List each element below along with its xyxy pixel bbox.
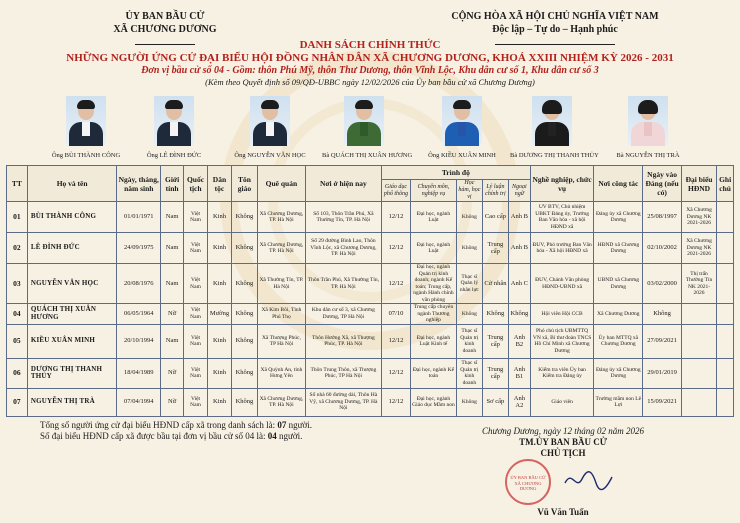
cell-degree: Thạc sĩ Quản trị kinh doanh [456,324,482,358]
cell-professional: Đại học, ngành Luật [411,233,457,264]
cell-professional: Đại học, ngành Luật [411,202,457,233]
cell-hometown: Xã Thường Tín, TP. Hà Nội [257,264,305,304]
cell-occupation: UV BTV, Chủ nhiệm UBKT Đảng ủy, Trưởng Ban Văn hóa - xã hội HĐND xã [530,202,594,233]
portrait-image [250,96,290,146]
cell-hometown: Xã Thượng Phúc, TP Hà Nội [257,324,305,358]
cell-party: 03/02/2000 [643,264,682,304]
cell-note [717,388,734,416]
candidate-photo [510,96,599,160]
cell-nationality: Việt Nam [184,264,208,304]
summary-total-value: 07 [277,420,287,430]
national-motto: Độc lập – Tự do – Hạnh phúc [492,24,618,35]
cell-note [717,202,734,233]
signature-block [448,426,678,459]
cell-delegate [681,388,716,416]
candidate-photo [606,96,690,160]
cell-gender: Nam [161,233,184,264]
summary-elected-value: 04 [267,431,277,441]
cell-party: Không [643,304,682,325]
cell-tt: 03 [7,264,28,304]
cell-party: 02/10/2002 [643,233,682,264]
cell-workplace: Trường mầm non Lê Lợi [594,388,643,416]
cell-ethnicity: Mường [207,304,231,325]
cell-delegate [681,304,716,325]
summary-total-unit: người. [288,420,312,430]
national-title: CỘNG HÒA XÃ HỘI CHỦ NGHĨA VIỆT NAM [451,11,659,22]
cell-professional: Đại học, ngành Giáo dục Mầm non [411,388,457,416]
cell-language: Anh A2 [508,388,530,416]
cell-party: 25/08/1997 [643,202,682,233]
cell-gender: Nữ [161,358,184,388]
candidate-photos [0,96,740,164]
cell-religion: Không [231,324,257,358]
table-row [7,324,734,358]
stamp-text: ỦY BAN BẦU CỬ XÃ CHƯƠNG DƯƠNG [510,475,546,491]
cell-professional: Trung cấp chuyên ngành Thương nghiệp [411,304,457,325]
cell-ethnicity: Kinh [207,264,231,304]
table-row [7,388,734,416]
col-name: Họ và tên [27,166,117,202]
cell-degree: Thạc sĩ Quản trị kinh doanh [456,358,482,388]
cell-name: BÙI THÀNH CÔNG [27,202,117,233]
cell-nationality: Việt Nam [184,324,208,358]
table-row [7,233,734,264]
cell-tt: 06 [7,358,28,388]
cell-residence: Số 103, Thôn Trần Phú, Xã Thường Tín, TP. Hà Nội [305,202,381,233]
cell-professional: Đại học, ngành Kế toán [411,358,457,388]
cell-gender: Nam [161,324,184,358]
col-religion: Tôn giáo [231,166,257,202]
cell-general-edu: 12/12 [381,202,410,233]
summary-elected-line [40,431,312,442]
cell-general-edu: 12/12 [381,388,410,416]
cell-dob: 20/08/1976 [117,264,161,304]
cell-language: Anh B2 [508,324,530,358]
cell-general-edu: 12/12 [381,358,410,388]
candidate-photo [420,96,504,160]
candidate-photo [322,96,413,160]
cell-workplace: Xã Chương Dương [594,304,643,325]
cell-occupation: ĐUV, Phó trưởng Ban Văn hóa - Xã hội HĐND xã [530,233,594,264]
table-row [7,304,734,325]
cell-party: 27/09/2021 [643,324,682,358]
sign-org: TM.ỦY BAN BẦU CỬ [519,437,607,447]
cell-dob: 06/05/1964 [117,304,161,325]
subcol-language: Ngoại ngữ [508,180,530,202]
cell-note [717,264,734,304]
cell-political: Sơ cấp [482,388,508,416]
handwritten-signature [562,467,614,493]
col-education: Trình độ [381,166,530,180]
cell-note [717,324,734,358]
cell-workplace: Đảng ủy xã Chương Dương [594,358,643,388]
portrait-image [344,96,384,146]
col-dob: Ngày, tháng, năm sinh [117,166,161,202]
cell-name: QUÁCH THỊ XUÂN HƯƠNG [27,304,117,325]
cell-delegate: Xã Chương Dương NK 2021-2026 [681,233,716,264]
col-gender: Giới tính [161,166,184,202]
cell-name: NGUYỄN VĂN HỌC [27,264,117,304]
cell-religion: Không [231,202,257,233]
cell-general-edu: 12/12 [381,324,410,358]
cell-dob: 20/10/1994 [117,324,161,358]
photo-caption: Ông KIỀU XUÂN MINH [428,152,496,159]
cell-degree: Không [456,388,482,416]
cell-occupation: Hội viên Hội CCB [530,304,594,325]
cell-delegate [681,358,716,388]
cell-workplace: Đảng ủy xã Chương Dương [594,202,643,233]
sign-date: Chương Dương, ngày 12 tháng 02 năm 2026 [482,426,644,436]
table-row [7,264,734,304]
cell-religion: Không [231,304,257,325]
cell-residence: Thôn Trung Thôn, xã Thượng Phúc, TP Hà Nội [305,358,381,388]
summary-elected-unit: người. [278,431,303,441]
summary-elected-text: Số đại biểu HĐND cấp xã được bầu tại đơn vị bầu cử số 04 là: [40,431,266,441]
cell-hometown: Xã Chương Dương, TP. Hà Nội [257,202,305,233]
cell-ethnicity: Kinh [207,233,231,264]
portrait-image [154,96,194,146]
table-header-row [7,166,734,180]
photo-caption: Bà DƯƠNG THỊ THANH THỦY [510,152,599,159]
subcol-degree: Học hàm, học vị [456,180,482,202]
title-line2: NHỮNG NGƯỜI ỨNG CỬ ĐẠI BIỂU HỘI ĐỒNG NHÂN DÂN XÃ CHƯƠNG DƯƠNG, KHOÁ XXIII NHIỆM KỲ 2026 - 2031 [66,52,674,64]
cell-nationality: Việt Nam [184,304,208,325]
cell-nationality: Việt Nam [184,358,208,388]
col-tt: TT [7,166,28,202]
candidate-photo [44,96,128,160]
photo-caption: Ông BÙI THÀNH CÔNG [51,152,121,159]
signer-name: Vũ Văn Tuấn [537,507,589,517]
table-row [7,358,734,388]
cell-language: Anh B [508,202,530,233]
cell-dob: 07/04/1994 [117,388,161,416]
sign-title: CHỦ TỊCH [540,448,586,458]
col-residence: Nơi ở hiện nay [305,166,381,202]
cell-dob: 01/01/1971 [117,202,161,233]
issuer-line2: XÃ CHƯƠNG DƯƠNG [113,24,217,35]
cell-degree: Không [456,304,482,325]
cell-hometown: Xã Chương Dương, TP. Hà Nội [257,233,305,264]
col-party: Ngày vào Đảng (nếu có) [643,166,682,202]
summary-total-text: Tổng số người ứng cử đại biểu HĐND cấp xã trong danh sách là: [40,420,276,430]
cell-political: Trung cấp [482,358,508,388]
cell-note [717,304,734,325]
cell-tt: 04 [7,304,28,325]
col-workplace: Nơi công tác [594,166,643,202]
document-title [0,39,740,88]
col-note: Ghi chú [717,166,734,202]
cell-general-edu: 12/12 [381,264,410,304]
portrait-image [628,96,668,146]
photo-caption: Bà NGUYỄN THỊ TRÀ [616,152,680,159]
subcol-professional: Chuyên môn, nghiệp vụ [411,180,457,202]
cell-religion: Không [231,264,257,304]
cell-general-edu: 07/10 [381,304,410,325]
cell-ethnicity: Kinh [207,324,231,358]
cell-language: Không [508,304,530,325]
cell-note [717,358,734,388]
cell-tt: 05 [7,324,28,358]
cell-degree: Không [456,233,482,264]
cell-note [717,233,734,264]
cell-gender: Nam [161,202,184,233]
cell-hometown: Xã Chương Dương, TP. Hà Nội [257,388,305,416]
candidate-table [6,165,734,417]
cell-delegate: Thị trấn Thường Tín NK 2021-2026 [681,264,716,304]
cell-political: Cao cấp [482,202,508,233]
cell-language: Anh B [508,233,530,264]
cell-occupation: Kiểm tra viên Ủy ban Kiểm tra Đảng ủy [530,358,594,388]
cell-degree: Không [456,202,482,233]
official-stamp [505,459,551,505]
cell-party: 15/09/2021 [643,388,682,416]
cell-workplace: Ủy ban MTTQ xã Chương Dương [594,324,643,358]
summary-total-line [40,420,312,431]
cell-ethnicity: Kinh [207,388,231,416]
col-occupation: Nghề nghiệp, chức vụ [530,166,594,202]
cell-residence: Khu dân cư số 3, xã Chương Dương, TP Hà Nội [305,304,381,325]
col-hometown: Quê quán [257,166,305,202]
photo-caption: Bà QUÁCH THỊ XUÂN HƯƠNG [322,152,413,159]
cell-nationality: Việt Nam [184,202,208,233]
cell-hometown: Xã Kim Bôi, Tỉnh Phú Thọ [257,304,305,325]
cell-political: Cử nhân [482,264,508,304]
cell-occupation: Phó chủ tịch UBMTTQ VN xã, Bí thư đoàn TNCS Hồ Chí Minh xã Chương Dương [530,324,594,358]
cell-dob: 18/04/1989 [117,358,161,388]
issuer-line1: ỦY BAN BẦU CỬ [125,11,205,22]
candidate-photo [228,96,312,160]
photo-caption: Ông NGUYỄN VĂN HỌC [234,152,306,159]
cell-residence: Thôn Trần Phú, Xã Thường Tín, TP. Hà Nội [305,264,381,304]
cell-gender: Nữ [161,304,184,325]
photo-caption: Ông LÊ ĐÌNH ĐỨC [146,152,202,159]
cell-nationality: Việt Nam [184,233,208,264]
cell-nationality: Việt Nam [184,388,208,416]
cell-religion: Không [231,358,257,388]
cell-name: LÊ ĐÌNH ĐỨC [27,233,117,264]
cell-religion: Không [231,388,257,416]
portrait-image [532,96,572,146]
cell-occupation: ĐUV, Chánh Văn phòng HĐND-UBND xã [530,264,594,304]
table-row [7,202,734,233]
col-ethnicity: Dân tộc [207,166,231,202]
title-line3: Đơn vị bầu cử số 04 - Gồm: thôn Phú Mỹ, thôn Thư Dương, thôn Vĩnh Lộc, Khu dân cư số 1, Khu dân cư số 3 [141,65,599,76]
summary [40,420,312,442]
cell-professional: Đại học, ngành Quản trị kinh doanh; ngành Kế toán; Trung cấp, ngành Hành chính văn phòng [411,264,457,304]
cell-name: NGUYỄN THỊ TRÀ [27,388,117,416]
cell-party: 29/01/2019 [643,358,682,388]
candidate-photo [132,96,216,160]
title-line4: (Kèm theo Quyết định số 09/QĐ-UBBC ngày 12/02/2026 của Ủy ban bầu cử xã Chương Dương) [205,77,535,87]
cell-occupation: Giáo viên [530,388,594,416]
cell-residence: Thôn Hưởng Xã, xã Thượng Phúc, TP. Hà Nội [305,324,381,358]
cell-dob: 24/09/1975 [117,233,161,264]
cell-ethnicity: Kinh [207,202,231,233]
col-delegate: Đại biểu HĐND [681,166,716,202]
title-line1: DANH SÁCH CHÍNH THỨC [299,39,441,51]
cell-delegate [681,324,716,358]
cell-ethnicity: Kinh [207,358,231,388]
cell-gender: Nam [161,264,184,304]
cell-workplace: HĐND xã Chương Dương [594,233,643,264]
cell-language: Anh C [508,264,530,304]
cell-political: Trung cấp [482,233,508,264]
cell-language: Anh B1 [508,358,530,388]
cell-degree: Thạc sĩ Quản lý nhân lực [456,264,482,304]
cell-tt: 02 [7,233,28,264]
cell-delegate: Xã Chương Dương NK 2021-2026 [681,202,716,233]
subcol-political: Lý luận chính trị [482,180,508,202]
cell-political: Trung cấp [482,324,508,358]
subcol-general-edu: Giáo dục phổ thông [381,180,410,202]
cell-tt: 07 [7,388,28,416]
cell-name: DƯƠNG THỊ THANH THỦY [27,358,117,388]
cell-residence: Số 29 đường Bình Lao, Thôn Vĩnh Lộc, xã Chương Dương, TP. Hà Nội [305,233,381,264]
cell-professional: Đại học, ngành Luật Kinh tế [411,324,457,358]
cell-general-edu: 12/12 [381,233,410,264]
cell-tt: 01 [7,202,28,233]
cell-hometown: Xã Quỳnh An, tỉnh Hưng Yên [257,358,305,388]
cell-name: KIỀU XUÂN MINH [27,324,117,358]
cell-residence: Số nhà 60 đường dài, Thôn Hà Vỹ, xã Chương Dương, TP. Hà Nội [305,388,381,416]
col-nationality: Quốc tịch [184,166,208,202]
cell-workplace: UBND xã Chương Dương [594,264,643,304]
portrait-image [66,96,106,146]
cell-gender: Nữ [161,388,184,416]
cell-religion: Không [231,233,257,264]
cell-political: Không [482,304,508,325]
portrait-image [442,96,482,146]
